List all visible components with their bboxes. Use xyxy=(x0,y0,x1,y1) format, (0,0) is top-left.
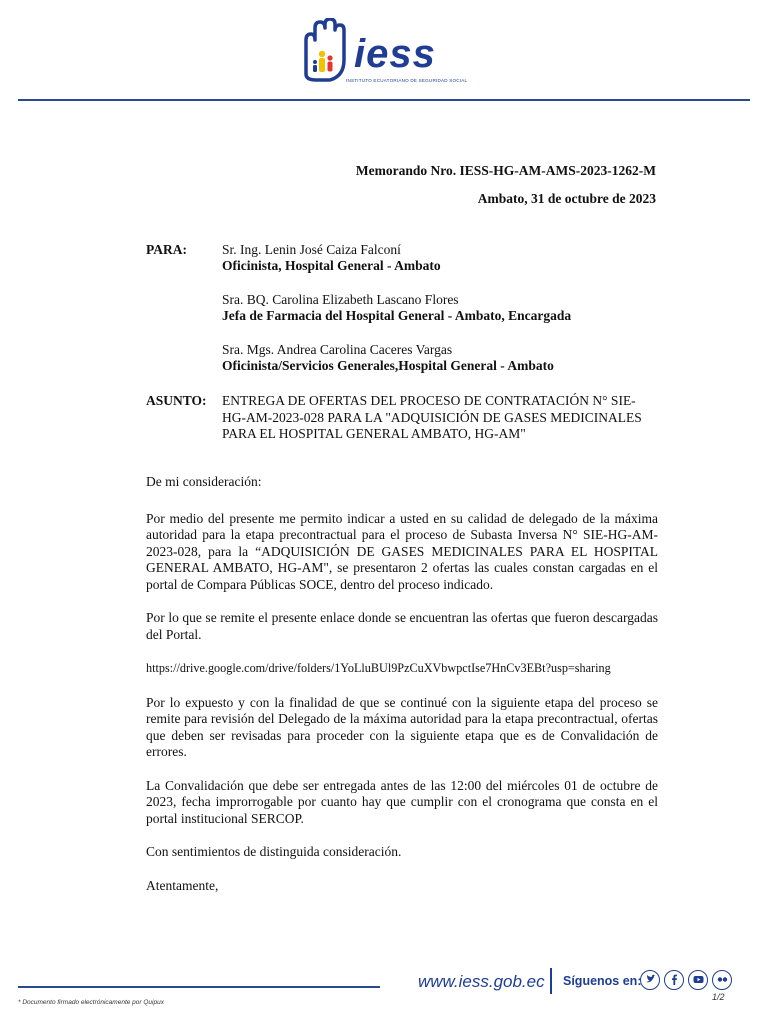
twitter-icon[interactable] xyxy=(640,970,660,990)
body-paragraph: Con sentimientos de distinguida consideración. xyxy=(146,844,402,859)
website-link[interactable]: www.iess.gob.ec xyxy=(418,972,545,991)
recipient-role: Jefa de Farmacia del Hospital General - Ambato, Encargada xyxy=(222,308,572,323)
body-paragraph: La Convalidación que debe ser entregada antes de las 12:00 del miércoles 01 de octubre de 2023, fecha improrrogable por cuanto hay que cumplir con el cronograma que consta en el portal institucional SERCOP. xyxy=(146,777,658,826)
electronic-signature-note: * Documento firmado electrónicamente por Quipux xyxy=(18,999,164,1006)
facebook-icon[interactable] xyxy=(664,970,684,990)
flickr-icon[interactable] xyxy=(712,970,732,990)
greeting: De mi consideración: xyxy=(146,474,262,489)
footer-divider xyxy=(18,986,380,988)
recipient-role: Oficinista, Hospital General - Ambato xyxy=(222,258,441,273)
memo-number: Memorando Nro. IESS-HG-AM-AMS-2023-1262-M xyxy=(355,163,656,178)
body-paragraph: Por lo que se remite el presente enlace donde se encuentran las ofertas que fueron descargadas del Portal. xyxy=(146,610,658,642)
closing: Atentamente, xyxy=(146,877,219,893)
logo-subtitle: INSTITUTO ECUATORIANO DE SEGURIDAD SOCIAL xyxy=(346,78,468,83)
recipient-name: Sr. Ing. Lenin José Caiza Falconí xyxy=(222,242,401,257)
to-label: PARA: xyxy=(146,242,187,257)
memo-body xyxy=(146,474,658,911)
memo-date: Ambato, 31 de octubre de 2023 xyxy=(477,191,656,206)
recipient-role: Oficinista/Servicios Generales,Hospital General - Ambato xyxy=(222,358,554,373)
page-number: 1/2 xyxy=(712,992,725,1002)
body-paragraph: Por lo expuesto y con la finalidad de que se continué con la siguiente etapa del proceso se remite para revisión del Delegado de la máxima autoridad para la etapa precontractual, ofertas que deben ser revisadas para proceder con la siguiente etapa que es de Convalidación de errores. xyxy=(146,694,658,759)
header-divider xyxy=(18,99,750,101)
subject-text: ENTREGA DE OFERTAS DEL PROCESO DE CONTRATACIÓN N° SIE-HG-AM-2023-028 PARA LA "ADQUISICIÓN DE GASES MEDICINALES PARA EL HOSPITAL GENERAL AMBATO, HG-AM" xyxy=(222,393,642,441)
recipient-name: Sra. BQ. Carolina Elizabeth Lascano Flores xyxy=(222,292,459,307)
recipient xyxy=(222,342,662,374)
subject-label: ASUNTO: xyxy=(146,393,207,408)
recipient xyxy=(222,292,662,324)
recipient xyxy=(222,242,662,274)
recipients-list xyxy=(222,242,662,392)
recipient-name: Sra. Mgs. Andrea Carolina Caceres Vargas xyxy=(222,342,453,357)
youtube-icon[interactable] xyxy=(688,970,708,990)
footer-separator xyxy=(550,968,552,994)
hand-family-icon xyxy=(300,18,352,88)
iess-logo xyxy=(300,18,480,88)
follow-label: Síguenos en: xyxy=(563,974,642,988)
drive-link[interactable]: https://drive.google.com/drive/folders/1YoLluBUl9PzCuXVbwpctIse7HnCv3EBt?usp=sharing xyxy=(146,661,611,675)
body-paragraph: Por medio del presente me permito indicar a usted en su calidad de delegado de la máxima autoridad para la etapa precontractual para el proceso de Subasta Inversa N° SIE-HG-AM-2023-028, para la “ADQUISICIÓN DE GASES MEDICINALES PARA EL HOSPITAL GENERAL AMBATO, HG-AM", se presentaron 2 ofertas las cuales constan cargadas en el portal de Compara Públicas SOCE, dentro del proceso indicado. xyxy=(146,510,658,592)
logo-wordmark: iess xyxy=(354,32,436,76)
